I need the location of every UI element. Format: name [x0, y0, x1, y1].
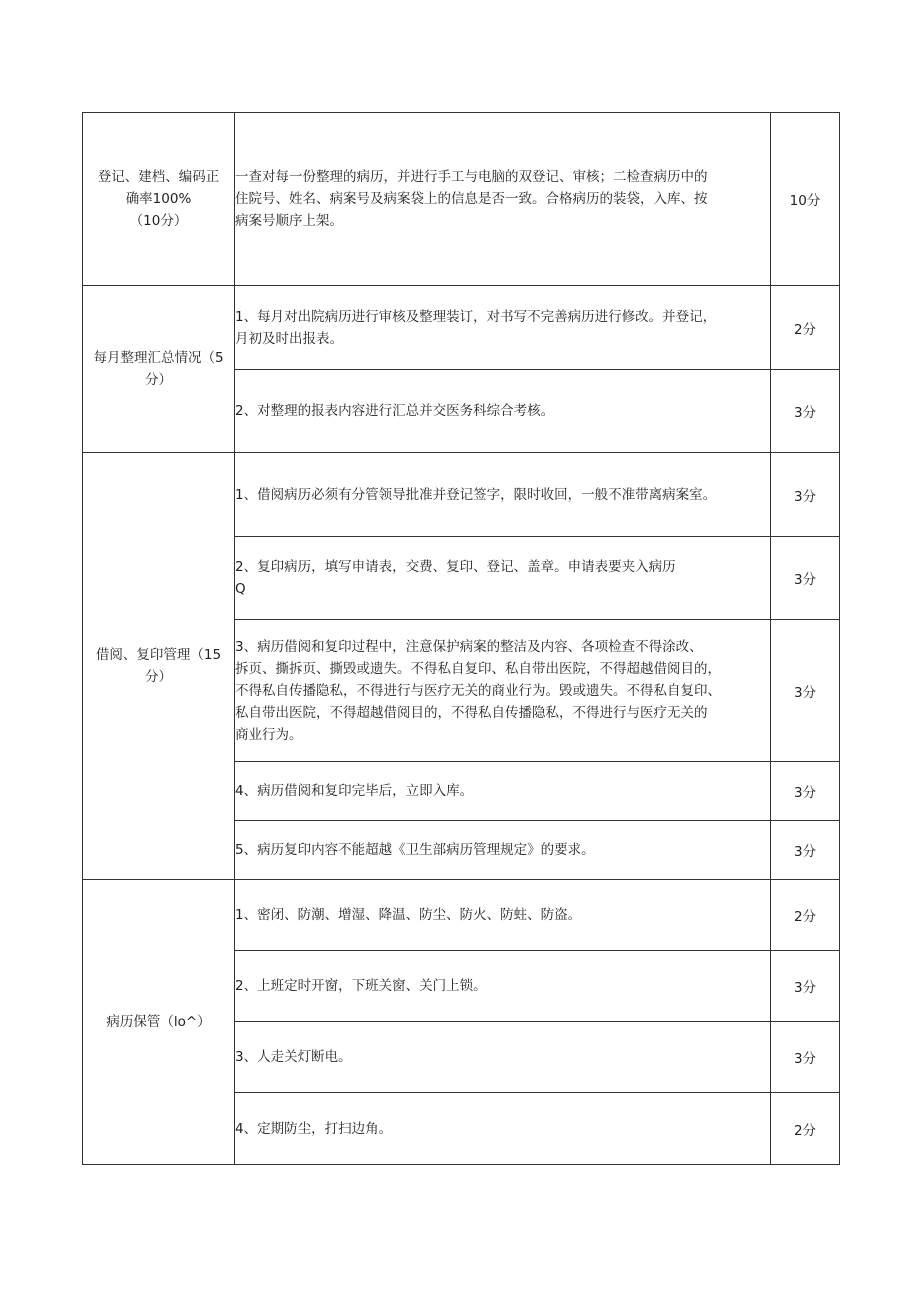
points-cell: 10分 [771, 113, 840, 286]
category-text: 确率100% [125, 191, 192, 207]
criteria-text: 5、病历复印内容不能超越《卫生部病历管理规定》的要求。 [235, 842, 595, 858]
points-cell: 3分 [771, 537, 840, 620]
criteria-text: 4、定期防尘，打扫边角。 [235, 1120, 393, 1137]
criteria-text: 住院号、姓名、病案号及病案袋上的信息是否一致。合格病历的装袋，入库、按 [235, 191, 708, 207]
criteria-cell [235, 1022, 771, 1093]
category-text: 分） [145, 669, 172, 685]
criteria-text: 3、病历借阅和复印过程中，注意保护病案的整洁及内容、各项检查不得涂改、 [235, 638, 703, 655]
category-text: 病历保管（lo^） [106, 1014, 211, 1030]
criteria-cell [235, 113, 771, 286]
points-cell: 2分 [771, 880, 840, 951]
criteria-text: 1、每月对出院病历进行审核及整理装订，对书写不完善病历进行修改。并登记， [235, 308, 717, 325]
scoring-table [82, 112, 840, 1165]
criteria-text: 2、对整理的报表内容进行汇总并交医务科综合考核。 [235, 403, 555, 419]
criteria-text: 月初及时出报表。 [235, 330, 343, 347]
criteria-text: 1、密闭、防潮、增湿、降温、防尘、防火、防蛀、防盗。 [235, 907, 582, 923]
points-cell: 3分 [771, 370, 840, 453]
table-row [83, 453, 840, 537]
criteria-text: 4、病历借阅和复印完毕后，立即入库。 [235, 783, 474, 799]
criteria-cell [235, 286, 771, 370]
points-cell: 2分 [771, 1093, 840, 1165]
category-cell [83, 286, 235, 453]
criteria-cell [235, 453, 771, 537]
criteria-cell [235, 951, 771, 1022]
points-cell: 3分 [771, 951, 840, 1022]
points-cell: 3分 [771, 620, 840, 762]
criteria-text: 一查对每一份整理的病历，并进行手工与电脑的双登记、审核；二检查病历中的 [235, 169, 708, 185]
points-cell: 3分 [771, 762, 840, 821]
criteria-text: 私自带出医院，不得超越借阅目的，不得私自传播隐私，不得进行与医疗无关的 [235, 704, 708, 721]
criteria-text: 2、复印病历，填写申请表，交费、复印、登记、盖章。申请表要夹入病历 [235, 559, 676, 575]
criteria-text: 不得私自传播隐私，不得进行与医疗无关的商业行为。毁或遗失。不得私自复印、 [235, 682, 721, 699]
points-cell: 3分 [771, 453, 840, 537]
criteria-cell [235, 821, 771, 880]
table-row [83, 880, 840, 951]
criteria-cell [235, 880, 771, 951]
points-cell: 3分 [771, 1022, 840, 1093]
category-cell [83, 880, 235, 1165]
category-cell [83, 113, 235, 286]
criteria-text: 商业行为。 [235, 726, 303, 743]
criteria-text: 2、上班定时开窗，下班关窗、关门上锁。 [235, 978, 487, 994]
category-text: 借阅、复印管理（15 [95, 647, 222, 663]
criteria-cell [235, 1093, 771, 1165]
criteria-cell [235, 762, 771, 821]
criteria-cell [235, 620, 771, 762]
points-cell: 3分 [771, 821, 840, 880]
criteria-text: 1、借阅病历必须有分管领导批准并登记签字，限时收回，一般不准带离病案室。 [235, 486, 717, 503]
category-text: （10分） [129, 213, 188, 229]
category-text: 登记、建档、编码正 [97, 169, 220, 185]
points-cell: 2分 [771, 286, 840, 370]
criteria-text: 拆页、撕拆页、撕毁或遗失。不得私自复印、私自带出医院，不得超越借阅目的， [235, 660, 721, 677]
criteria-text: 3、人走关灯断电。 [235, 1049, 352, 1065]
criteria-cell [235, 370, 771, 453]
criteria-text: Q [235, 581, 246, 597]
category-text: 分） [145, 372, 172, 388]
criteria-cell [235, 537, 771, 620]
table-row [83, 113, 840, 286]
category-cell [83, 453, 235, 880]
table-row [83, 286, 840, 370]
criteria-text: 病案号顺序上架。 [235, 213, 343, 229]
category-text: 每月整理汇总情况（5 [93, 350, 224, 366]
